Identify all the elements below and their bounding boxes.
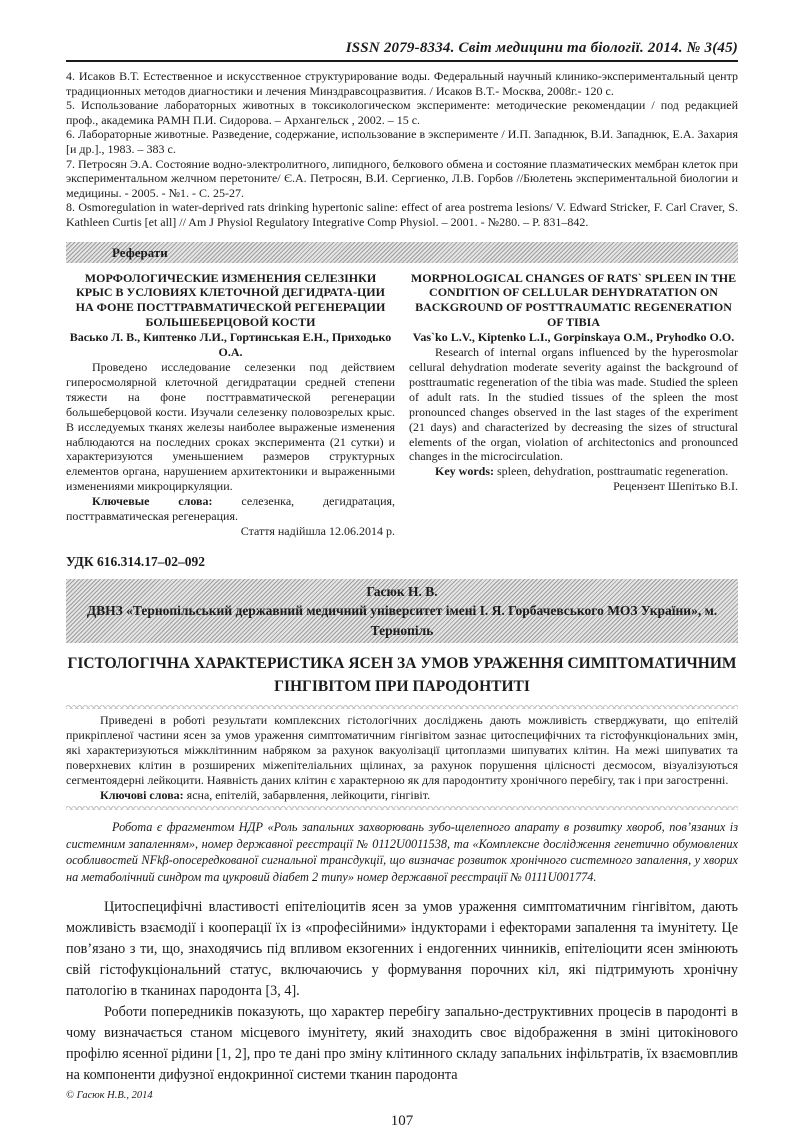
keywords-label: Key words: — [435, 464, 494, 479]
reference-item: 6. Лабораторные животные. Разведение, содержание, использование в эксперименте / И.П. Западнюк, В.И. Западнюк, Е.А. Захария [и др.]., 1983. – 383 с. — [66, 127, 738, 156]
keywords-text: ясна, епітелій, забарвлення, лейкоцити, гінгівіт. — [183, 788, 431, 803]
article-paragraph: Цитоспецифічні властивості епітеліоцитів ясен за умов ураження симптоматичним гінгівітом, дають можливість взаємодії і кооперації їх із «професійними» індукторами і ефекторами запалення та імунітету. Це пов’язано з ти, що, знаходячись під впливом екзогенних і ендогенних чинників, епітеліоцити ясен змінюють свій гістофукціональний статус, включаючись у формування порочних кіл, які підтримують хронічну патологію в тканинах пародонта [3, 4]. — [66, 899, 738, 1000]
abstract-en-keywords — [409, 464, 738, 479]
article-author: Гасюк Н. В. — [366, 583, 438, 599]
article-abstract — [66, 709, 738, 806]
article-main-text — [66, 897, 738, 1086]
article-reviewer: Рецензент Шепітько В.І. — [613, 479, 738, 494]
article-title: ГІСТОЛОГІЧНА ХАРАКТЕРИСТИКА ЯСЕН ЗА УМОВ УРАЖЕННЯ СИМПТОМАТИЧНИМ ГІНГІВІТОМ ПРИ ПАРОДОНТИТІ — [67, 655, 737, 696]
article-paragraph: Роботи попередників показують, що характер перебігу запально-деструктивних процесів в пародонті в чому визначається станом місцевого імунітету, який знаходить своє відображення в зміні цитокінового профілю ясенної рідини [1, 2], про те дані про зміну клітинного складу запальних інфільтратів, їх взаємовплив на компоненти дифузної ендокринної системи тканин пародонта — [66, 1004, 738, 1084]
reference-item: 8. Osmoregulation in water-deprived rats drinking hypertonic saline: effect of area postrema lesions/ V. Edward Stricker, F. Carl Craver, S. Kathleen Curtis [et all] // Am J Physiol Regulatory Integrative Comp Physiol. – 2001. - №280. – P. 831–842. — [66, 200, 738, 229]
abstract-ru-title: МОРФОЛОГИЧЕСКИЕ ИЗМЕНЕНИЯ СЕЛЕЗІНКИ КРЫС В УСЛОВИЯХ КЛЕТОЧНОЙ ДЕГИДРАТА-ЦИИ НА ФОНЕ ПОСТТРАВМАТИЧЕСКОЙ РЕГЕНЕРАЦИИ БОЛЬШЕБЕРЦОВОЙ КОСТИ — [75, 270, 386, 330]
abstract-ru-authors: Васько Л. В., Киптенко Л.И., Гортинськая Е.Н., Приходько О.А. — [69, 330, 392, 360]
separator-zigzag — [66, 806, 738, 810]
referaty-section-heading: Реферати — [66, 242, 738, 263]
reference-item: 4. Исаков В.Т. Естественное и искусственное структурирование воды. Федеральный научный клинико-экспериментальный центр традиционных методов диагностики и лечения Минздравсоцразвития. / Исаков В.Т.- Москва, 2008г.- 120 с. — [66, 69, 738, 98]
article-received-date: Стаття надійшла 12.06.2014 р. — [240, 523, 395, 538]
page-number: 107 — [390, 1113, 414, 1130]
abstract-en-body: Research of internal organs influenced by the hyperosmolar cellural dehydration moderate severity against the background of posttraumatic regeneration of the tibia was made. Studied the spleen of adult rats. In the studied tissues of the spleen the most pronounced changes observed in the last stages of the experiment (21 days) and characterized by decreasing the sizes of structural elements of the organ, violation of architectonics and pronounced changes in the microcirculation. — [409, 345, 738, 464]
abstract-english — [409, 271, 738, 539]
abstract-en-authors: Vas`ko L.V., Kiptenko L.I., Gorpinskaya O.M., Pryhodko O.O. — [412, 330, 735, 345]
abstract-en-title: MORPHOLOGICAL CHANGES OF RATS` SPLEEN IN THE CONDITION OF CELLULAR DEHYDRATATION ON BACKGROUND OF POSTTRAUMATIC REGENERATION OF TIBIA — [410, 270, 737, 330]
udk-code: УДК 616.314.17–02–092 — [66, 553, 205, 569]
reference-item: 7. Петросян Э.А. Состояние водно-электролитного, липидного, белкового обмена и состояние плазматических мембран клеток при экспериментальном желчном перетоните/ Є.А. Петросян, В.И. Сергиенко, Л.В. Горбов //Бюлетень экспериментальной биологии и медицины. - 2005. - №1. - С. 25-27. — [66, 156, 739, 200]
abstract-russian — [66, 271, 395, 539]
reference-item: 5. Использование лабораторных животных в токсикологическом эксперименте: методические рекомендации / под редакцией проф., академика РАМН П.И. Сидорова. – Архангельск , 2002. – 15 с. — [66, 98, 738, 127]
keywords-text: селезенка, дегидратация, посттравматическая регенерация. — [66, 494, 396, 524]
article-affiliation: ДВНЗ «Тернопільський державний медичний університет імені І. Я. Горбачевського МОЗ України», м. Тернопіль — [86, 603, 718, 638]
article-keywords — [66, 788, 738, 803]
references-list — [66, 69, 738, 230]
research-program-note: Робота є фрагментом НДР «Роль запальних захворювань зубо-щелепного апарату в розвитку хвороб, пов’язаних із системним запаленням», номер державної реєстрації № 0112U0011538, та «Комплексне дослідження генетично обумовлених особливостей NFkβ-опосередкованої сигнальної трансдукції, що визначає розвиток хронічного системного запалення, у хворих на метаболічний синдром та цукровий діабет 2 типу» номер державної реєстрації № 0111U001774. — [66, 820, 738, 884]
article-author-block — [66, 579, 738, 644]
abstract-ru-body: Проведено исследование селезенки под действием гиперосмолярной клеточной дегидратации средней степени тяжести на фоне посттравматической регенерации большеберцовой кости. Изучали селезенку половозрелых крыс. В исследуемых тканях железы наиболее выраженые изменения наблюдаются на последних сроках эксперимента (21 сутки) и характеризуются уменьшением размеров структурных елементов органа, нарушением архитектоники и выраженными изменениями микроциркуляции. — [66, 359, 395, 494]
keywords-label: Ключевые слова: — [92, 494, 213, 509]
journal-header: ISSN 2079-8334. Світ медицини та біології. 2014. № 3(45) — [66, 40, 738, 62]
abstracts-two-column — [66, 271, 738, 539]
keywords-label: Ключові слова: — [100, 788, 184, 803]
abstract-ru-keywords — [66, 494, 395, 524]
copyright-note: © Гасюк Н.В., 2014 — [66, 1090, 153, 1102]
keywords-text: spleen, dehydration, posttraumatic regeneration. — [494, 464, 729, 479]
article-abstract-body: Приведені в роботі результати комплексних гістологічних досліджень дають можливість стверджувати, що епітелій прикріпленої частини ясен за умов ураження симптоматичним гінгівітом зазнає цитоспецифічних та гістофункціональних змін, які характеризуються міжклітинним набряком за рахунок вакуолізації цитоплазми шипуватих клітин. На межі шипуватих та поверхневих клітин в розширених міжепітеліальних щілинах, за рахунок порушення цілісності десмосом, візуалізуються сегментоядерні лейкоцити. Наявність даних клітин є характерною як для пародонтиту хронічного перебігу, так і при загостренні. — [66, 713, 738, 788]
